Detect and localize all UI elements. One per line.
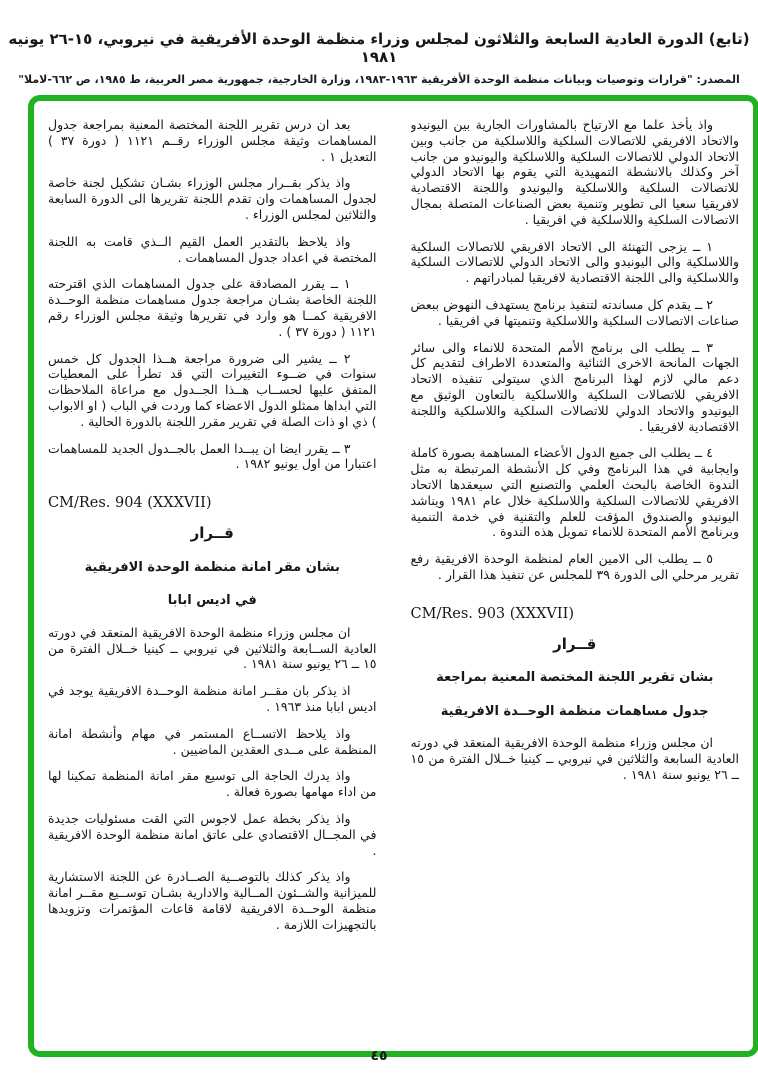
paragraph: واذ يذكر بقــرار مجلس الوزراء بشـان تشكيل لجنة خاصة لجدول المساهمات وان تقدم اللجنة تقريرها الى الدورة السابعة والثلاثين لمجلس الوزراء . (48, 175, 377, 222)
paragraph: ٢ ــ يقدم كل مساندته لتنفيذ برنامج يستهدف النهوض ببعض صناعات الاتصالات السلكية واللاسلكية وتنميتها في افريقيا . (410, 296, 739, 328)
column-right (411, 117, 740, 1041)
paragraph: واذ يلاحظ بالتقدير العمل القيم الــذي قامت به اللجنة المختصة في اعداد جدول المساهمات . (48, 233, 377, 265)
paragraph: ٤ ــ يطلب الى جميع الدول الأعضاء المساهمة بصورة كاملة وايجابية في هذا البرنامج وفي كل الأنشطة المرتبطة به مثل الندوة الخاصة بالبحث العلمي والتصنيع التي سيعقدها الاتحاد الافريقي للاتصالات السلكية واللاسلكية خلال عام ١٩٨١ ويناشد اليونيدو والصندوق المؤقت للعلم والتقنية في خدمة التنمية وبرنامج الأمم المتحدة للانماء تمويل هذه الندوة . (410, 445, 739, 540)
document-frame (28, 95, 758, 1057)
paragraph: واذ يدرك الحاجة الى توسيع مقر امانة المنظمة تمكينا لها من اداء مهامها بصورة فعالة . (48, 768, 377, 800)
resolution-number: CM/Res. 904 (XXXVII) (48, 495, 212, 512)
source-citation: المصدر: "قرارات وتوصيات وبيانات منظمة الوحدة الأفريقية ١٩٦٣-١٩٨٣، وزارة الخارجية، جمهورية مصر العربية، ط ١٩٨٥، ص ٦٦٢-لاملا" (18, 73, 740, 86)
paragraph: واذ يذكر كذلك بالتوصــية الصــادرة عن اللجنة الاستشارية للميزانية والشــئون المــالية والادارية بشـان توســيع مقــر امانة منظمة الوحــدة الافريقية لاقامة قاعات المؤتمرات وتزويدها بالتجهيزات اللازمة . (48, 869, 377, 932)
paragraph: ٥ ــ يطلب الى الامين العام لمنظمة الوحدة الافريقية رفع تقرير مرحلي الى الدورة ٣٩ للمجلس عن تنفيذ هذا القرار . (410, 551, 739, 582)
column-left (48, 117, 377, 1041)
resolution-subtitle: في اديس ابابا (167, 593, 257, 609)
paragraph: ان مجلس وزراء منظمة الوحدة الافريقية المنعقد في دورته العادية الســابعة والثلاثين في نيروبي ــ كينيا خــلال الفترة من ١٥ ــ ٢٦ يونيو سنة ١٩٨١ . (48, 624, 377, 672)
paragraph: واذ يلاحظ الاتســاع المستمر في مهام وأنشطة امانة المنظمة على مــدى العقدين الماضيين . (48, 725, 377, 757)
resolution-subtitle: بشان مقر امانة منظمة الوحدة الافريقية (84, 559, 340, 575)
resolution-number: CM/Res. 903 (XXXVII) (410, 605, 574, 622)
page-number: ٤٥ (370, 1048, 388, 1064)
paragraph: واذ يذكر بخطة عمل لاجوس التي القت مسئوليات جديدة في المجــال الاقتصادي على عاتق امانة منظمة الوحدة الافريقية . (48, 810, 377, 858)
two-column-layout (48, 117, 739, 1041)
resolution-title: قــرار (553, 634, 597, 653)
paragraph: ١ ــ يزجى التهنئة الى الاتحاد الافريقي للاتصالات السلكية واللاسلكية والى اليونيدو والى الاتحاد الدولي للاتصالات السلكية واللاسلكية والى اللجنة الاقتصادية لافريقيا لمبادراتهم . (410, 238, 739, 286)
paragraph: ١ ــ يقرر المصادقة على جدول المساهمات الذي اقترحته اللجنة الخاصة بشـان مراجعة جدول مساهمات منظمة الوحــدة الافريقية كمــا هو وارد في تقريرها وثيقة مجلس الوزراء رقم ١١٢١ ( دورة ٣٧ ) . (48, 276, 377, 339)
paragraph: ان مجلس وزراء منظمة الوحدة الافريقية المنعقد في دورته العادية السابعة والثلاثين في نيروبي ــ كينيا خــلال الفترة من ١٥ ــ ٢٦ يونيو سنة ١٩٨١ . (410, 735, 739, 782)
paragraph: ٢ ــ يشير الى ضرورة مراجعة هــذا الجدول كل خمس سنوات في ضــوء التغييرات التي قد تطرأ على المعطيات المتفق عليها لحســاب هــذا الجــدول مع مراعاة الملاحظات التي ابداها ممثلو الدول الاعضاء كما وردت في الباب ( او الابواب ) ذي او ذات الصلة في تقرير مقرر اللجنة بالدورة الحالية . (48, 350, 377, 429)
resolution-title: قــرار (190, 523, 234, 542)
document-header (0, 0, 758, 86)
paragraph: ٣ ــ يقرر ايضا ان يبــدا العمل بالجــدول الجديد للمساهمات اعتبارا من اول يونيو ١٩٨٢ . (48, 440, 377, 472)
paragraph: واذ يأخذ علما مع الارتياح بالمشاورات الجارية بين اليونيدو والاتحاد الافريقي للاتصالات السلكية واللاسلكية من جانب وبين الاتحاد الدولي للاتصالات السلكية واللاسلكية واليونيدو من جانب آخر وكذلك بالانشطة التمهيدية التي يقوم بها الاتحاد الدولي للاتصالات السلكية واللاسلكية واليونيدو واللجنة الاقتصادية لافريقيا سعيا الى تطوير وتنمية بعض الصناعات المتصلة بمجال الاتصالات السلكية واللاسلكية في افريقيا . (410, 117, 739, 227)
session-title: (تابع) الدورة العادية السابعة والثلاثون لمجلس وزراء منظمة الوحدة الأفريقية في نيروبي، ١٥-٢٦ يونيه ١٩٨١ (8, 30, 750, 66)
paragraph: ٣ ــ يطلب الى برنامج الأمم المتحدة للانماء والى سائر الجهات المانحة الاخرى الثنائية والمتعددة الاطراف لتقديم كل دعم مالي لازم لهذا البرنامج الذي سيتولى تنفيذه الاتحاد الافريقي للاتصالات السلكية واللاسلكية بالتعاون الوثيق مع اليونيدو والاتحاد الدولي للاتصالات السلكية واللاسلكية واللجنة الاقتصادية لافريقيا . (410, 339, 739, 434)
paragraph: بعد ان درس تقرير اللجنة المختصة المعنية بمراجعة جدول المساهمات وثيقة مجلس الوزراء رقــم ١١٢١ ( دورة ٣٧ ) التعديل ١ . (48, 117, 377, 164)
resolution-subtitle: بشان تقرير اللجنة المختصة المعنية بمراجعة (436, 670, 714, 686)
paragraph: اذ يذكر بان مقــر امانة منظمة الوحــدة الافريقية يوجد في اديس ابابا منذ ١٩٦٣ . (48, 683, 377, 714)
resolution-subtitle: جدول مساهمات منظمة الوحــدة الافريقية (440, 703, 709, 719)
